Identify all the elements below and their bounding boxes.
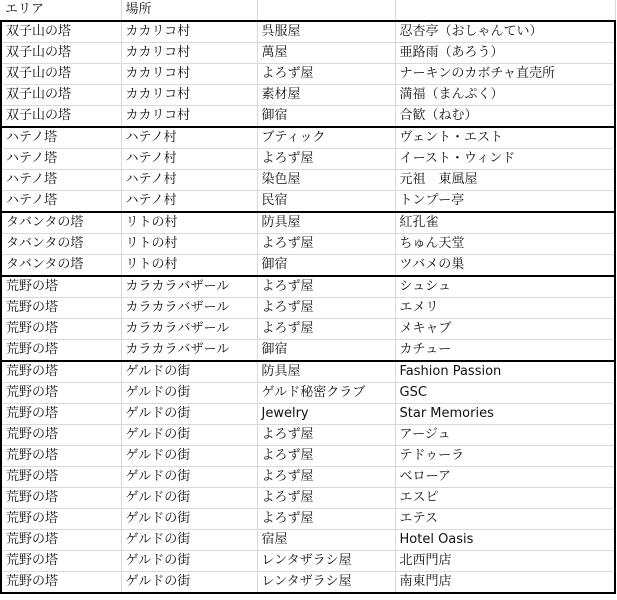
- cell-shop-type: よろず屋: [257, 467, 395, 488]
- cell-shop-name: ヴェント・エスト: [395, 127, 615, 149]
- cell-area: 荒野の塔: [1, 551, 121, 572]
- cell-area: ハテノ塔: [1, 127, 121, 149]
- cell-area: ハテノ塔: [1, 149, 121, 170]
- cell-shop-type: よろず屋: [257, 149, 395, 170]
- cell-shop-name: 北西門店: [395, 551, 615, 572]
- table-row: [1, 404, 615, 425]
- cell-shop-name: メキャブ: [395, 319, 615, 340]
- cell-shop-type: よろず屋: [257, 425, 395, 446]
- cell-area: ハテノ塔: [1, 170, 121, 191]
- cell-shop-name: エテス: [395, 509, 615, 530]
- cell-shop-type: 萬屋: [257, 43, 395, 64]
- table-row: [1, 106, 615, 128]
- cell-shop-name: Fashion Passion: [395, 361, 615, 383]
- cell-area: 荒野の塔: [1, 340, 121, 362]
- table-row: [1, 64, 615, 85]
- table-row: [1, 383, 615, 404]
- cell-shop-name: ナーキンのカボチャ直売所: [395, 64, 615, 85]
- header-row: [1, 0, 615, 21]
- cell-shop-type: よろず屋: [257, 276, 395, 298]
- cell-shop-type: 御宿: [257, 255, 395, 277]
- cell-shop-type: よろず屋: [257, 509, 395, 530]
- cell-location: ゲルドの街: [121, 446, 257, 467]
- cell-area: 荒野の塔: [1, 425, 121, 446]
- cell-location: カラカラバザール: [121, 276, 257, 298]
- cell-location: ゲルドの街: [121, 361, 257, 383]
- header-shop-name: [395, 0, 615, 21]
- cell-location: ゲルドの街: [121, 530, 257, 551]
- cell-location: ゲルドの街: [121, 488, 257, 509]
- cell-shop-type: ゲルド秘密クラブ: [257, 383, 395, 404]
- cell-location: ハテノ村: [121, 127, 257, 149]
- cell-location: カラカラバザール: [121, 340, 257, 362]
- table-row: [1, 425, 615, 446]
- cell-shop-type: 呉服屋: [257, 21, 395, 43]
- header-location: 場所: [121, 0, 257, 21]
- cell-location: ゲルドの街: [121, 467, 257, 488]
- cell-area: 荒野の塔: [1, 383, 121, 404]
- cell-shop-name: エスピ: [395, 488, 615, 509]
- table-row: [1, 276, 615, 298]
- cell-area: 荒野の塔: [1, 361, 121, 383]
- cell-shop-name: シュシュ: [395, 276, 615, 298]
- cell-shop-type: Jewelry: [257, 404, 395, 425]
- cell-location: カカリコ村: [121, 43, 257, 64]
- cell-shop-name: Star Memories: [395, 404, 615, 425]
- shop-table-body: [1, 0, 615, 593]
- cell-location: リトの村: [121, 212, 257, 234]
- cell-area: 荒野の塔: [1, 467, 121, 488]
- cell-shop-type: よろず屋: [257, 488, 395, 509]
- cell-shop-name: 紅孔雀: [395, 212, 615, 234]
- table-row: [1, 572, 615, 594]
- cell-shop-name: GSC: [395, 383, 615, 404]
- cell-area: 荒野の塔: [1, 488, 121, 509]
- cell-shop-type: よろず屋: [257, 234, 395, 255]
- table-row: [1, 319, 615, 340]
- table-row: [1, 234, 615, 255]
- cell-location: カラカラバザール: [121, 319, 257, 340]
- cell-location: リトの村: [121, 255, 257, 277]
- cell-shop-type: 宿屋: [257, 530, 395, 551]
- table-row: [1, 127, 615, 149]
- cell-shop-name: 満福（まんぷく）: [395, 85, 615, 106]
- cell-area: 荒野の塔: [1, 276, 121, 298]
- table-row: [1, 21, 615, 43]
- cell-area: 荒野の塔: [1, 446, 121, 467]
- cell-location: ゲルドの街: [121, 425, 257, 446]
- cell-shop-type: 防具屋: [257, 361, 395, 383]
- cell-area: 荒野の塔: [1, 298, 121, 319]
- cell-shop-type: よろず屋: [257, 298, 395, 319]
- cell-shop-name: トンプー亭: [395, 191, 615, 213]
- cell-location: ゲルドの街: [121, 383, 257, 404]
- cell-location: カカリコ村: [121, 106, 257, 128]
- cell-area: タバンタの塔: [1, 234, 121, 255]
- table-row: [1, 467, 615, 488]
- table-row: [1, 43, 615, 64]
- header-shop-type: [257, 0, 395, 21]
- cell-location: カカリコ村: [121, 85, 257, 106]
- cell-location: ハテノ村: [121, 191, 257, 213]
- table-row: [1, 446, 615, 467]
- cell-shop-type: 御宿: [257, 106, 395, 128]
- cell-location: ゲルドの街: [121, 404, 257, 425]
- cell-location: ゲルドの街: [121, 509, 257, 530]
- table-row: [1, 255, 615, 277]
- cell-shop-name: 忍杏亭（おしゃんてい）: [395, 21, 615, 43]
- cell-area: ハテノ塔: [1, 191, 121, 213]
- cell-location: リトの村: [121, 234, 257, 255]
- cell-area: タバンタの塔: [1, 255, 121, 277]
- cell-area: 荒野の塔: [1, 404, 121, 425]
- cell-location: カカリコ村: [121, 21, 257, 43]
- cell-shop-name: テドゥーラ: [395, 446, 615, 467]
- table-row: [1, 361, 615, 383]
- cell-area: 双子山の塔: [1, 85, 121, 106]
- cell-shop-type: 防具屋: [257, 212, 395, 234]
- cell-shop-name: 元祖 東風屋: [395, 170, 615, 191]
- cell-shop-name: ツバメの巣: [395, 255, 615, 277]
- cell-location: ゲルドの街: [121, 572, 257, 594]
- cell-shop-type: レンタザラシ屋: [257, 572, 395, 594]
- cell-location: ハテノ村: [121, 170, 257, 191]
- cell-area: 荒野の塔: [1, 319, 121, 340]
- cell-shop-type: 御宿: [257, 340, 395, 362]
- table-row: [1, 551, 615, 572]
- table-row: [1, 212, 615, 234]
- cell-shop-name: ちゅん天堂: [395, 234, 615, 255]
- table-row: [1, 170, 615, 191]
- cell-area: 荒野の塔: [1, 530, 121, 551]
- cell-area: 荒野の塔: [1, 572, 121, 594]
- cell-area: 双子山の塔: [1, 64, 121, 85]
- cell-location: カカリコ村: [121, 64, 257, 85]
- table-row: [1, 191, 615, 213]
- cell-location: ゲルドの街: [121, 551, 257, 572]
- cell-shop-name: イースト・ウィンド: [395, 149, 615, 170]
- cell-shop-type: 素材屋: [257, 85, 395, 106]
- cell-shop-name: Hotel Oasis: [395, 530, 615, 551]
- cell-shop-type: よろず屋: [257, 64, 395, 85]
- table-row: [1, 85, 615, 106]
- cell-area: 双子山の塔: [1, 106, 121, 128]
- table-row: [1, 340, 615, 362]
- cell-shop-type: よろず屋: [257, 446, 395, 467]
- cell-shop-name: 南東門店: [395, 572, 615, 594]
- cell-shop-name: 亜路雨（あろう）: [395, 43, 615, 64]
- cell-area: 双子山の塔: [1, 43, 121, 64]
- cell-shop-type: 民宿: [257, 191, 395, 213]
- table-row: [1, 149, 615, 170]
- cell-shop-name: ベローア: [395, 467, 615, 488]
- header-area: エリア: [1, 0, 121, 21]
- cell-location: ハテノ村: [121, 149, 257, 170]
- table-row: [1, 488, 615, 509]
- cell-shop-name: エメリ: [395, 298, 615, 319]
- cell-shop-name: カチュー: [395, 340, 615, 362]
- table-row: [1, 530, 615, 551]
- table-row: [1, 298, 615, 319]
- cell-shop-type: ブティック: [257, 127, 395, 149]
- cell-shop-type: レンタザラシ屋: [257, 551, 395, 572]
- cell-area: 双子山の塔: [1, 21, 121, 43]
- cell-shop-type: 染色屋: [257, 170, 395, 191]
- cell-location: カラカラバザール: [121, 298, 257, 319]
- cell-shop-type: よろず屋: [257, 319, 395, 340]
- cell-area: 荒野の塔: [1, 509, 121, 530]
- table-row: [1, 509, 615, 530]
- cell-shop-name: アージュ: [395, 425, 615, 446]
- cell-shop-name: 合歓（ねむ）: [395, 106, 615, 128]
- cell-area: タバンタの塔: [1, 212, 121, 234]
